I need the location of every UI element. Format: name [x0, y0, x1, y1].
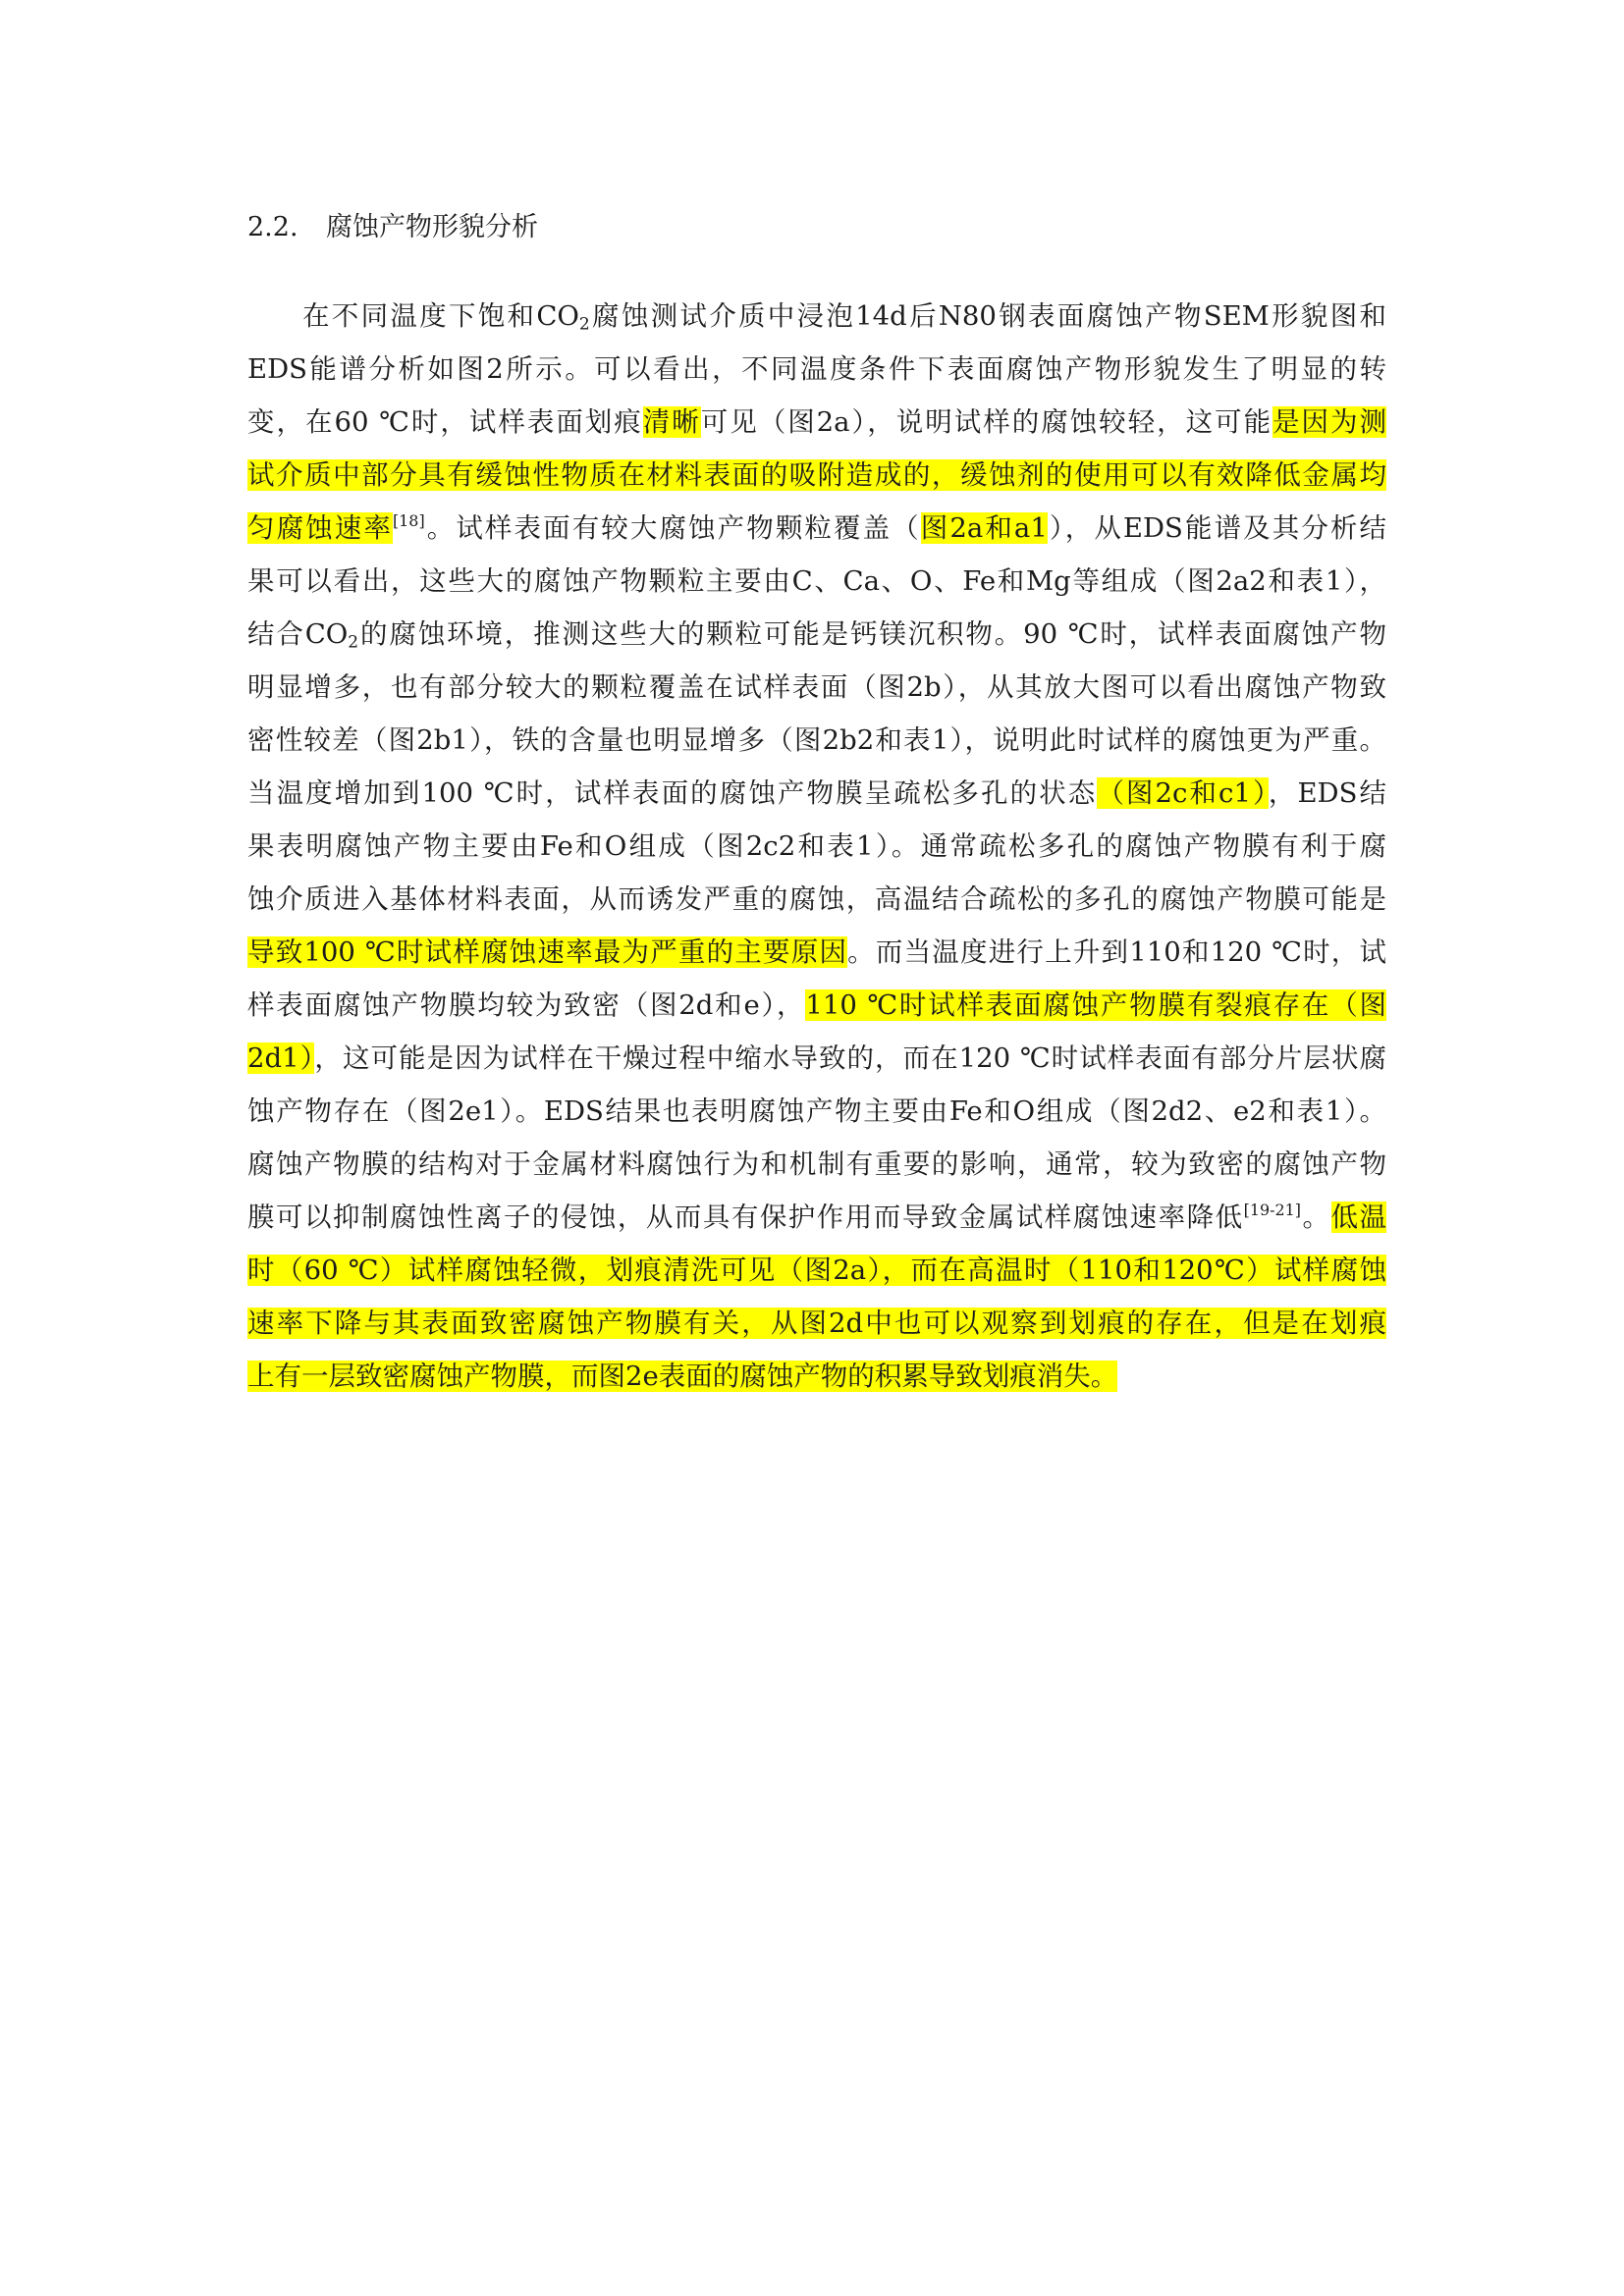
section-title: 腐蚀产物形貌分析	[326, 212, 538, 242]
text-segment: 结合CO	[247, 618, 349, 650]
text-segment: 变，在60 ℃时，试样表面划痕	[247, 406, 643, 438]
text-line	[247, 1138, 1386, 1191]
body-paragraph	[247, 290, 1386, 1418]
text-segment: 。	[1301, 1201, 1331, 1233]
text-line	[247, 820, 1386, 873]
highlighted-text: 是因为测	[1272, 406, 1386, 438]
section-number: 2.2.	[247, 212, 298, 242]
text-segment: 的腐蚀环境，推测这些大的颗粒可能是钙镁沉积物。90 ℃时，试样表面腐蚀产物	[358, 618, 1386, 650]
text-segment: 样表面腐蚀产物膜均较为致密（图2d和e），	[247, 989, 806, 1021]
text-line	[247, 1032, 1386, 1085]
text-line	[247, 396, 1386, 449]
subscript: 2	[348, 632, 359, 653]
text-line	[247, 873, 1386, 926]
text-line	[247, 1350, 1386, 1403]
text-segment: 在不同温度下饱和CO	[302, 300, 579, 332]
text-line	[247, 767, 1386, 820]
highlighted-text: 图2a和a1	[920, 512, 1048, 544]
text-segment: 腐蚀产物膜的结构对于金属材料腐蚀行为和机制有重要的影响，通常，较为致密的腐蚀产物	[247, 1148, 1386, 1180]
text-line	[247, 343, 1386, 396]
subscript: 2	[578, 314, 590, 335]
text-line	[247, 979, 1386, 1032]
text-line	[247, 555, 1386, 608]
text-segment: 蚀产物存在（图2e1）。EDS结果也表明腐蚀产物主要由Fe和O组成（图2d2、e2和表1）。	[247, 1095, 1386, 1127]
text-line	[247, 608, 1386, 661]
highlighted-text: 低温	[1330, 1201, 1386, 1233]
text-line	[247, 714, 1386, 767]
text-line	[247, 1297, 1386, 1350]
text-segment: ，这可能是因为试样在干燥过程中缩水导致的，而在120 ℃时试样表面有部分片层状腐	[314, 1042, 1386, 1074]
highlighted-text: 2d1）	[247, 1042, 315, 1074]
text-segment: 果可以看出，这些大的腐蚀产物颗粒主要由C、Ca、O、Fe和Mg等组成（图2a2和表1），	[247, 565, 1386, 597]
highlighted-text: 上有一层致密腐蚀产物膜，而图2e表面的腐蚀产物的积累导致划痕消失。	[247, 1361, 1118, 1392]
text-line	[247, 1244, 1386, 1297]
highlighted-text: 110 ℃时试样表面腐蚀产物膜有裂痕存在（图	[805, 989, 1386, 1021]
citation-superscript: [19-21]	[1243, 1200, 1302, 1219]
text-segment: EDS能谱分析如图2所示。可以看出，不同温度条件下表面腐蚀产物形貌发生了明显的转	[247, 353, 1386, 385]
highlighted-text: 匀腐蚀速率	[247, 512, 393, 544]
text-segment: 明显增多，也有部分较大的颗粒覆盖在试样表面（图2b），从其放大图可以看出腐蚀产物致	[247, 671, 1386, 703]
highlighted-text: （图2c和c1）	[1097, 777, 1269, 809]
text-line	[247, 926, 1386, 979]
citation-superscript: [18]	[392, 510, 425, 530]
text-segment: 蚀介质进入基体材料表面，从而诱发严重的腐蚀，高温结合疏松的多孔的腐蚀产物膜可能是	[247, 883, 1386, 915]
text-segment: 果表明腐蚀产物主要由Fe和O组成（图2c2和表1）。通常疏松多孔的腐蚀产物膜有利于腐	[247, 830, 1386, 862]
text-segment: 腐蚀测试介质中浸泡14d后N80钢表面腐蚀产物SEM形貌图和	[589, 300, 1386, 332]
text-line	[247, 502, 1386, 555]
text-segment: 。试样表面有较大腐蚀产物颗粒覆盖（	[424, 512, 921, 544]
text-segment: ，EDS结	[1268, 777, 1386, 809]
text-line	[247, 449, 1386, 502]
text-segment: ），从EDS能谱及其分析结	[1047, 512, 1386, 544]
highlighted-text: 时（60 ℃）试样腐蚀轻微，划痕清洗可见（图2a），而在高温时（110和120℃）试样腐蚀	[247, 1255, 1386, 1286]
text-line	[247, 290, 1386, 343]
text-segment: 。而当温度进行上升到110和120 ℃时，试	[847, 936, 1386, 968]
section-heading	[247, 208, 1386, 247]
text-segment: 可见（图2a），说明试样的腐蚀较轻，这可能	[700, 406, 1273, 438]
highlighted-text: 试介质中部分具有缓蚀性物质在材料表面的吸附造成的，缓蚀剂的使用可以有效降低金属均	[247, 459, 1386, 491]
text-line	[247, 1085, 1386, 1138]
text-segment: 密性较差（图2b1），铁的含量也明显增多（图2b2和表1），说明此时试样的腐蚀更为严重。	[247, 724, 1386, 756]
text-segment: 当温度增加到100 ℃时，试样表面的腐蚀产物膜呈疏松多孔的状态	[247, 777, 1098, 809]
highlighted-text: 导致100 ℃时试样腐蚀速率最为严重的主要原因	[247, 936, 848, 968]
highlighted-text: 速率下降与其表面致密腐蚀产物膜有关，从图2d中也可以观察到划痕的存在，但是在划痕	[247, 1308, 1386, 1339]
highlighted-text: 清晰	[642, 406, 701, 438]
text-line	[247, 661, 1386, 714]
text-line	[247, 1191, 1386, 1244]
text-segment: 膜可以抑制腐蚀性离子的侵蚀，从而具有保护作用而导致金属试样腐蚀速率降低	[247, 1201, 1244, 1233]
